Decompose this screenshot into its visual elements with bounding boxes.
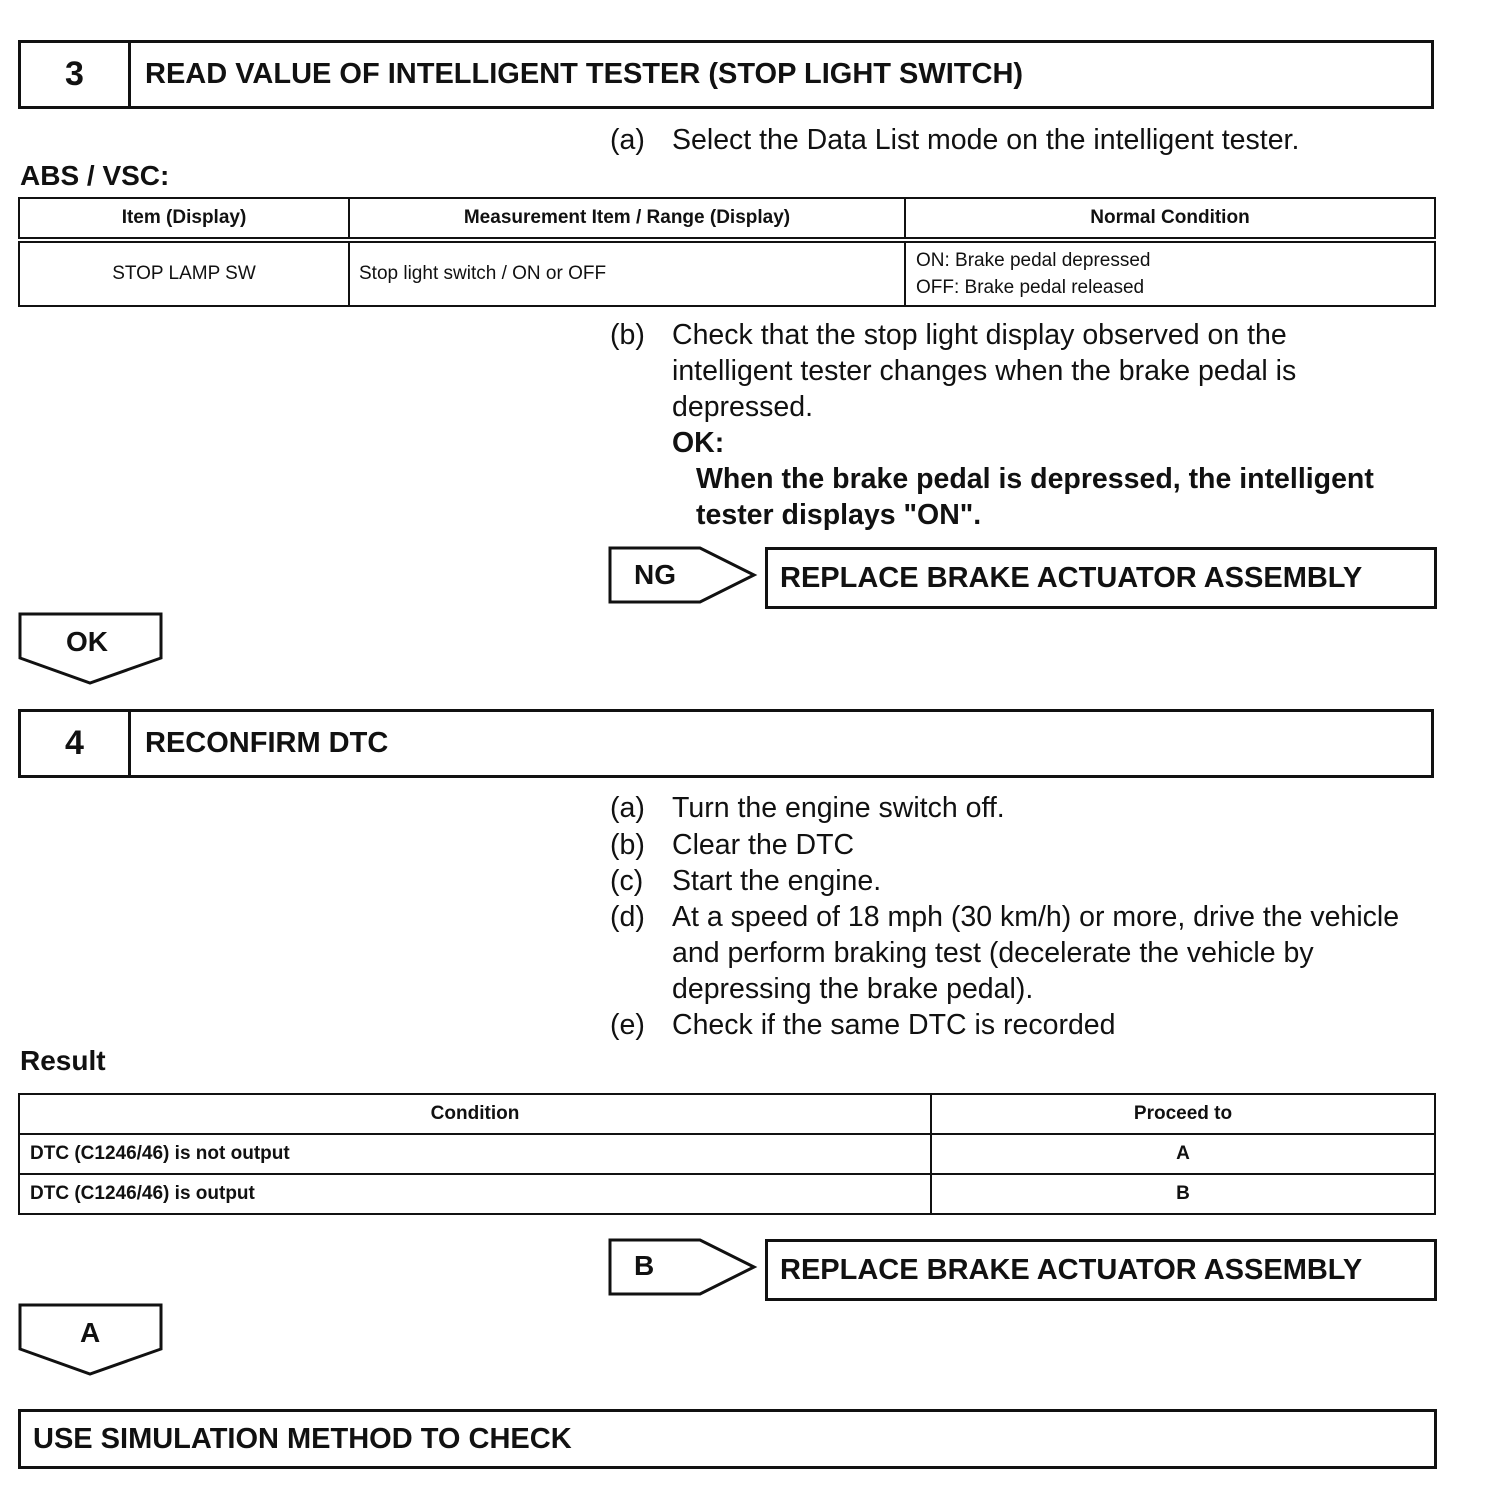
table-cell: DTC (C1246/46) is output (19, 1174, 931, 1214)
column-header: Item (Display) (19, 198, 349, 240)
ng-label: NG (634, 559, 676, 590)
step-3-item-b (610, 317, 1440, 427)
normal-condition-line: OFF: Brake pedal released (916, 277, 1145, 298)
step-4-item-b (610, 827, 1440, 863)
step-title: RECONFIRM DTC (145, 727, 389, 759)
step-3-header (18, 40, 1434, 109)
step-3-item-a (610, 122, 1440, 158)
data-list-table (18, 197, 1436, 307)
table-cell: DTC (C1246/46) is not output (19, 1134, 931, 1174)
step-4-item-c (610, 863, 1440, 899)
column-header: Normal Condition (905, 198, 1435, 240)
table-row (19, 1134, 1435, 1174)
step-4-header (18, 709, 1434, 778)
item-text: Check if the same DTC is recorded (672, 1009, 1116, 1041)
result-table (18, 1093, 1436, 1215)
item-text: Turn the engine switch off. (672, 792, 1005, 824)
table-cell: B (931, 1174, 1435, 1214)
column-header: Proceed to (931, 1094, 1435, 1134)
item-text: At a speed of 18 mph (30 km/h) or more, drive the vehicle and perform braking test (decelerate the vehicle by depressing the brake pedal). (672, 901, 1400, 1005)
table-header-row (19, 198, 1435, 240)
step-title: READ VALUE OF INTELLIGENT TESTER (STOP LIGHT SWITCH) (145, 58, 1024, 90)
b-label: B (634, 1250, 655, 1281)
item-text: Select the Data List mode on the intelligent tester. (672, 124, 1300, 156)
ok-criteria-text: When the brake pedal is depressed, the intelligent tester displays "ON". (696, 463, 1374, 531)
step-number: 3 (21, 43, 131, 106)
abs-vsc-label: ABS / VSC: (20, 160, 170, 191)
result-label: Result (20, 1045, 106, 1076)
table-row (19, 1174, 1435, 1214)
step-4-item-d (610, 899, 1440, 1007)
item-label: (c) (610, 865, 644, 897)
item-label: (e) (610, 1009, 645, 1041)
step-4-item-e (610, 1007, 1440, 1043)
step-number: 4 (21, 712, 131, 775)
item-label: (a) (610, 124, 645, 156)
table-cell (905, 240, 1435, 306)
ok-criteria-label: OK: (672, 427, 725, 459)
item-label: (b) (610, 829, 645, 861)
a-arrow-label: A (80, 1317, 101, 1348)
ok-arrow-label: OK (66, 626, 108, 657)
column-header: Condition (19, 1094, 931, 1134)
table-cell: A (931, 1134, 1435, 1174)
ng-result-box: REPLACE BRAKE ACTUATOR ASSEMBLY (765, 547, 1437, 609)
b-arrow-icon (608, 1238, 760, 1296)
table-row (19, 240, 1435, 306)
ng-arrow-icon (608, 546, 760, 604)
item-text: Start the engine. (672, 865, 882, 897)
b-result-box: REPLACE BRAKE ACTUATOR ASSEMBLY (765, 1239, 1437, 1301)
item-label: (b) (610, 319, 645, 351)
table-cell: Stop light switch / ON or OFF (349, 240, 905, 306)
item-label: (d) (610, 901, 645, 933)
step-4-item-a (610, 790, 1440, 826)
table-cell: STOP LAMP SW (19, 240, 349, 306)
item-label: (a) (610, 792, 645, 824)
final-action-box: USE SIMULATION METHOD TO CHECK (18, 1409, 1437, 1469)
item-text: Clear the DTC (672, 829, 855, 861)
table-header-row (19, 1094, 1435, 1134)
normal-condition-line: ON: Brake pedal depressed (916, 250, 1151, 271)
item-text: Check that the stop light display observed on the intelligent tester changes when the brake pedal is depressed. (672, 319, 1297, 423)
column-header: Measurement Item / Range (Display) (349, 198, 905, 240)
